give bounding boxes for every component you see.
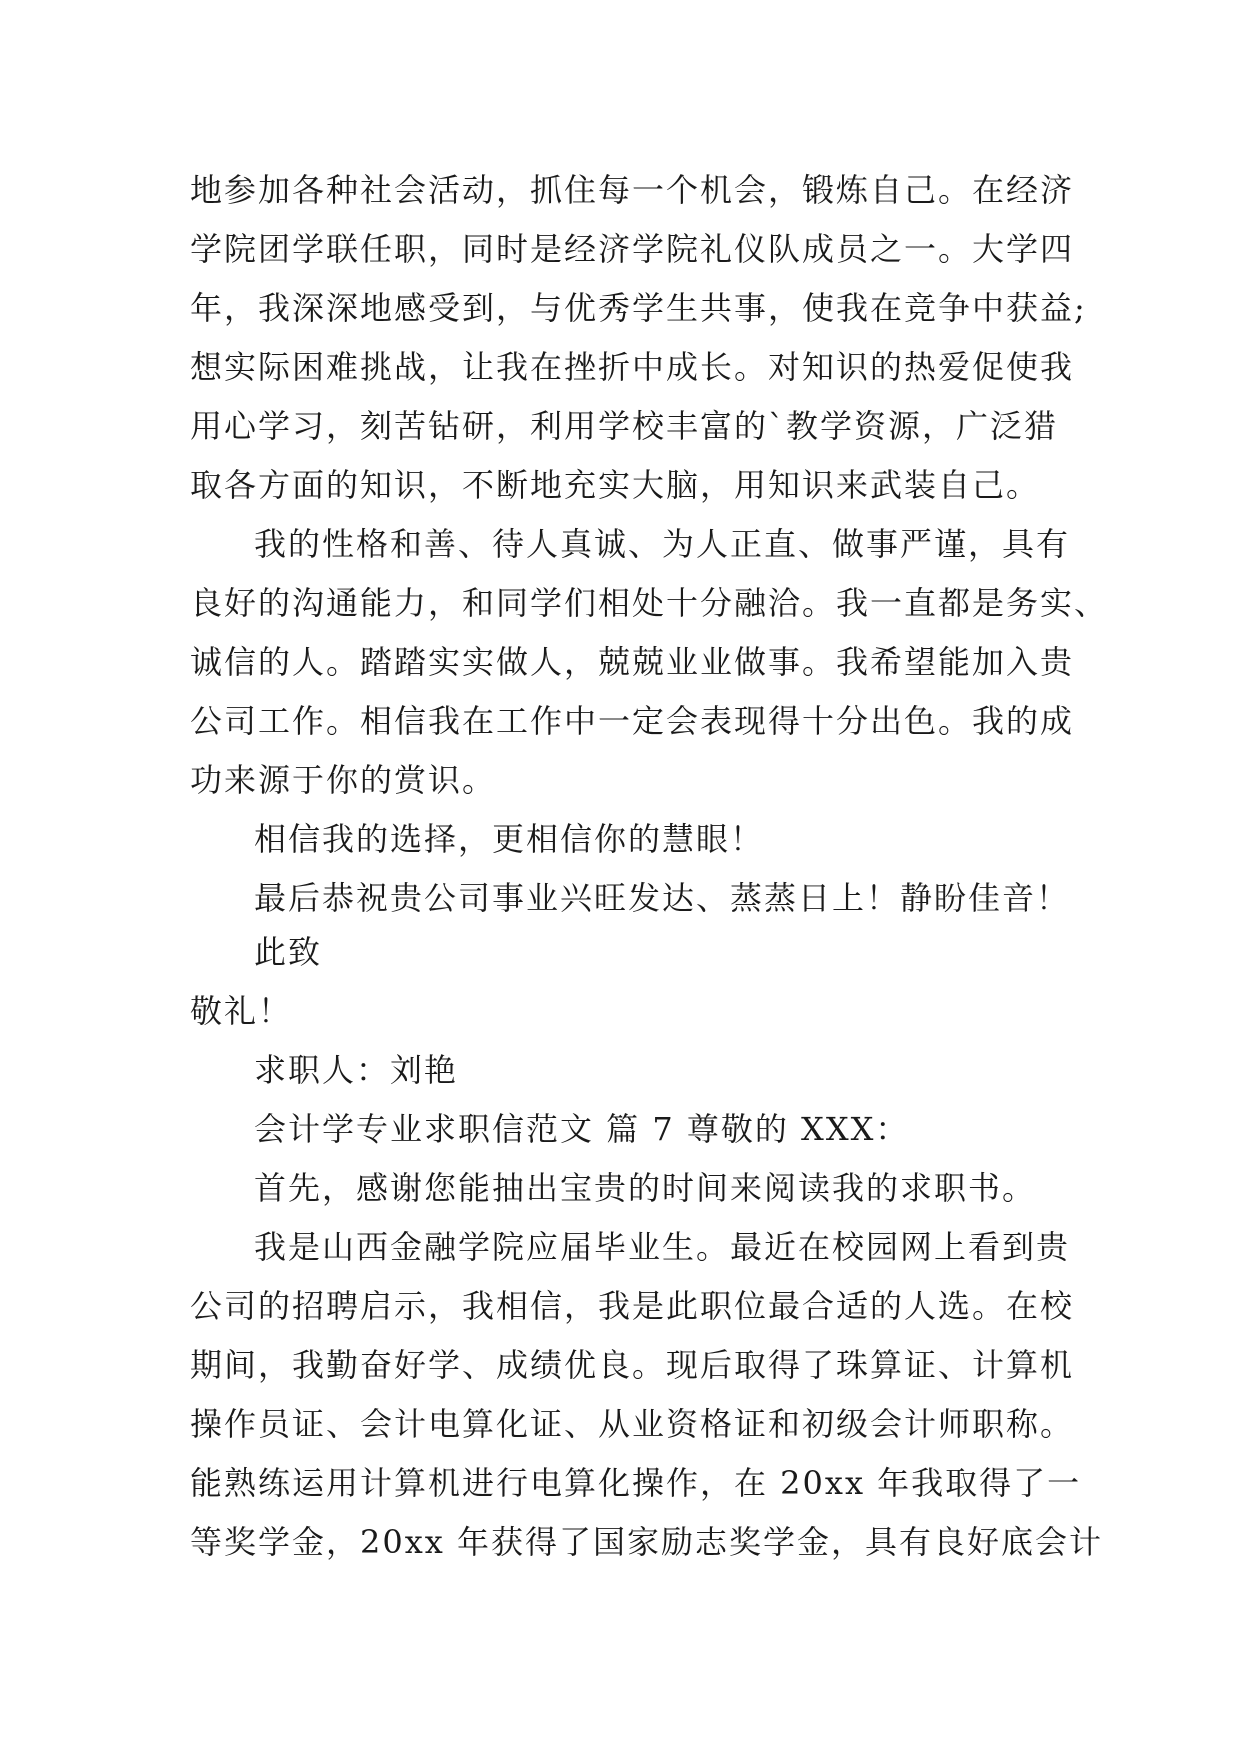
text-line: 诚信的人。踏踏实实做人，兢兢业业做事。我希望能加入贵: [190, 643, 1075, 681]
text-line: 我的性格和善、待人真诚、为人正直、做事严谨，具有: [254, 525, 1071, 563]
text-line: 求职人：刘艳: [254, 1051, 459, 1089]
text-line: 用心学习，刻苦钻研，利用学校丰富的`教学资源，广泛猎: [190, 407, 1059, 445]
text-line: 此致: [254, 933, 323, 971]
text-line: 我是山西金融学院应届毕业生。最近在校园网上看到贵: [254, 1228, 1071, 1266]
text-line: 功来源于你的赏识。: [190, 761, 497, 799]
text-line: 取各方面的知识，不断地充实大脑，用知识来武装自己。: [190, 466, 1041, 504]
text-line: 相信我的选择，更相信你的慧眼！: [254, 820, 765, 858]
text-line: 最后恭祝贵公司事业兴旺发达、蒸蒸日上！静盼佳音！: [254, 879, 1071, 917]
text-line: 年，我深深地感受到，与优秀学生共事，使我在竞争中获益;: [190, 289, 1087, 327]
text-line: 公司工作。相信我在工作中一定会表现得十分出色。我的成: [190, 702, 1075, 740]
text-line: 公司的招聘启示，我相信，我是此职位最合适的人选。在校: [190, 1287, 1075, 1325]
text-line: 操作员证、会计电算化证、从业资格证和初级会计师职称。: [190, 1405, 1075, 1443]
text-line: 想实际困难挑战，让我在挫折中成长。对知识的热爱促使我: [190, 348, 1075, 386]
text-line: 学院团学联任职，同时是经济学院礼仪队成员之一。大学四: [190, 230, 1075, 268]
text-line: 期间，我勤奋好学、成绩优良。现后取得了珠算证、计算机: [190, 1346, 1075, 1384]
text-line: 会计学专业求职信范文 篇 7 尊敬的 XXX：: [254, 1110, 910, 1148]
text-line: 等奖学金，20xx 年获得了国家励志奖学金，具有良好底会计: [190, 1523, 1103, 1561]
text-line: 地参加各种社会活动，抓住每一个机会，锻炼自己。在经济: [190, 171, 1075, 209]
text-line: 良好的沟通能力，和同学们相处十分融洽。我一直都是务实、: [190, 584, 1109, 622]
text-line: 敬礼！: [190, 992, 293, 1030]
text-line: 首先，感谢您能抽出宝贵的时间来阅读我的求职书。: [254, 1169, 1037, 1207]
text-line: 能熟练运用计算机进行电算化操作，在 20xx 年我取得了一: [190, 1464, 1082, 1502]
